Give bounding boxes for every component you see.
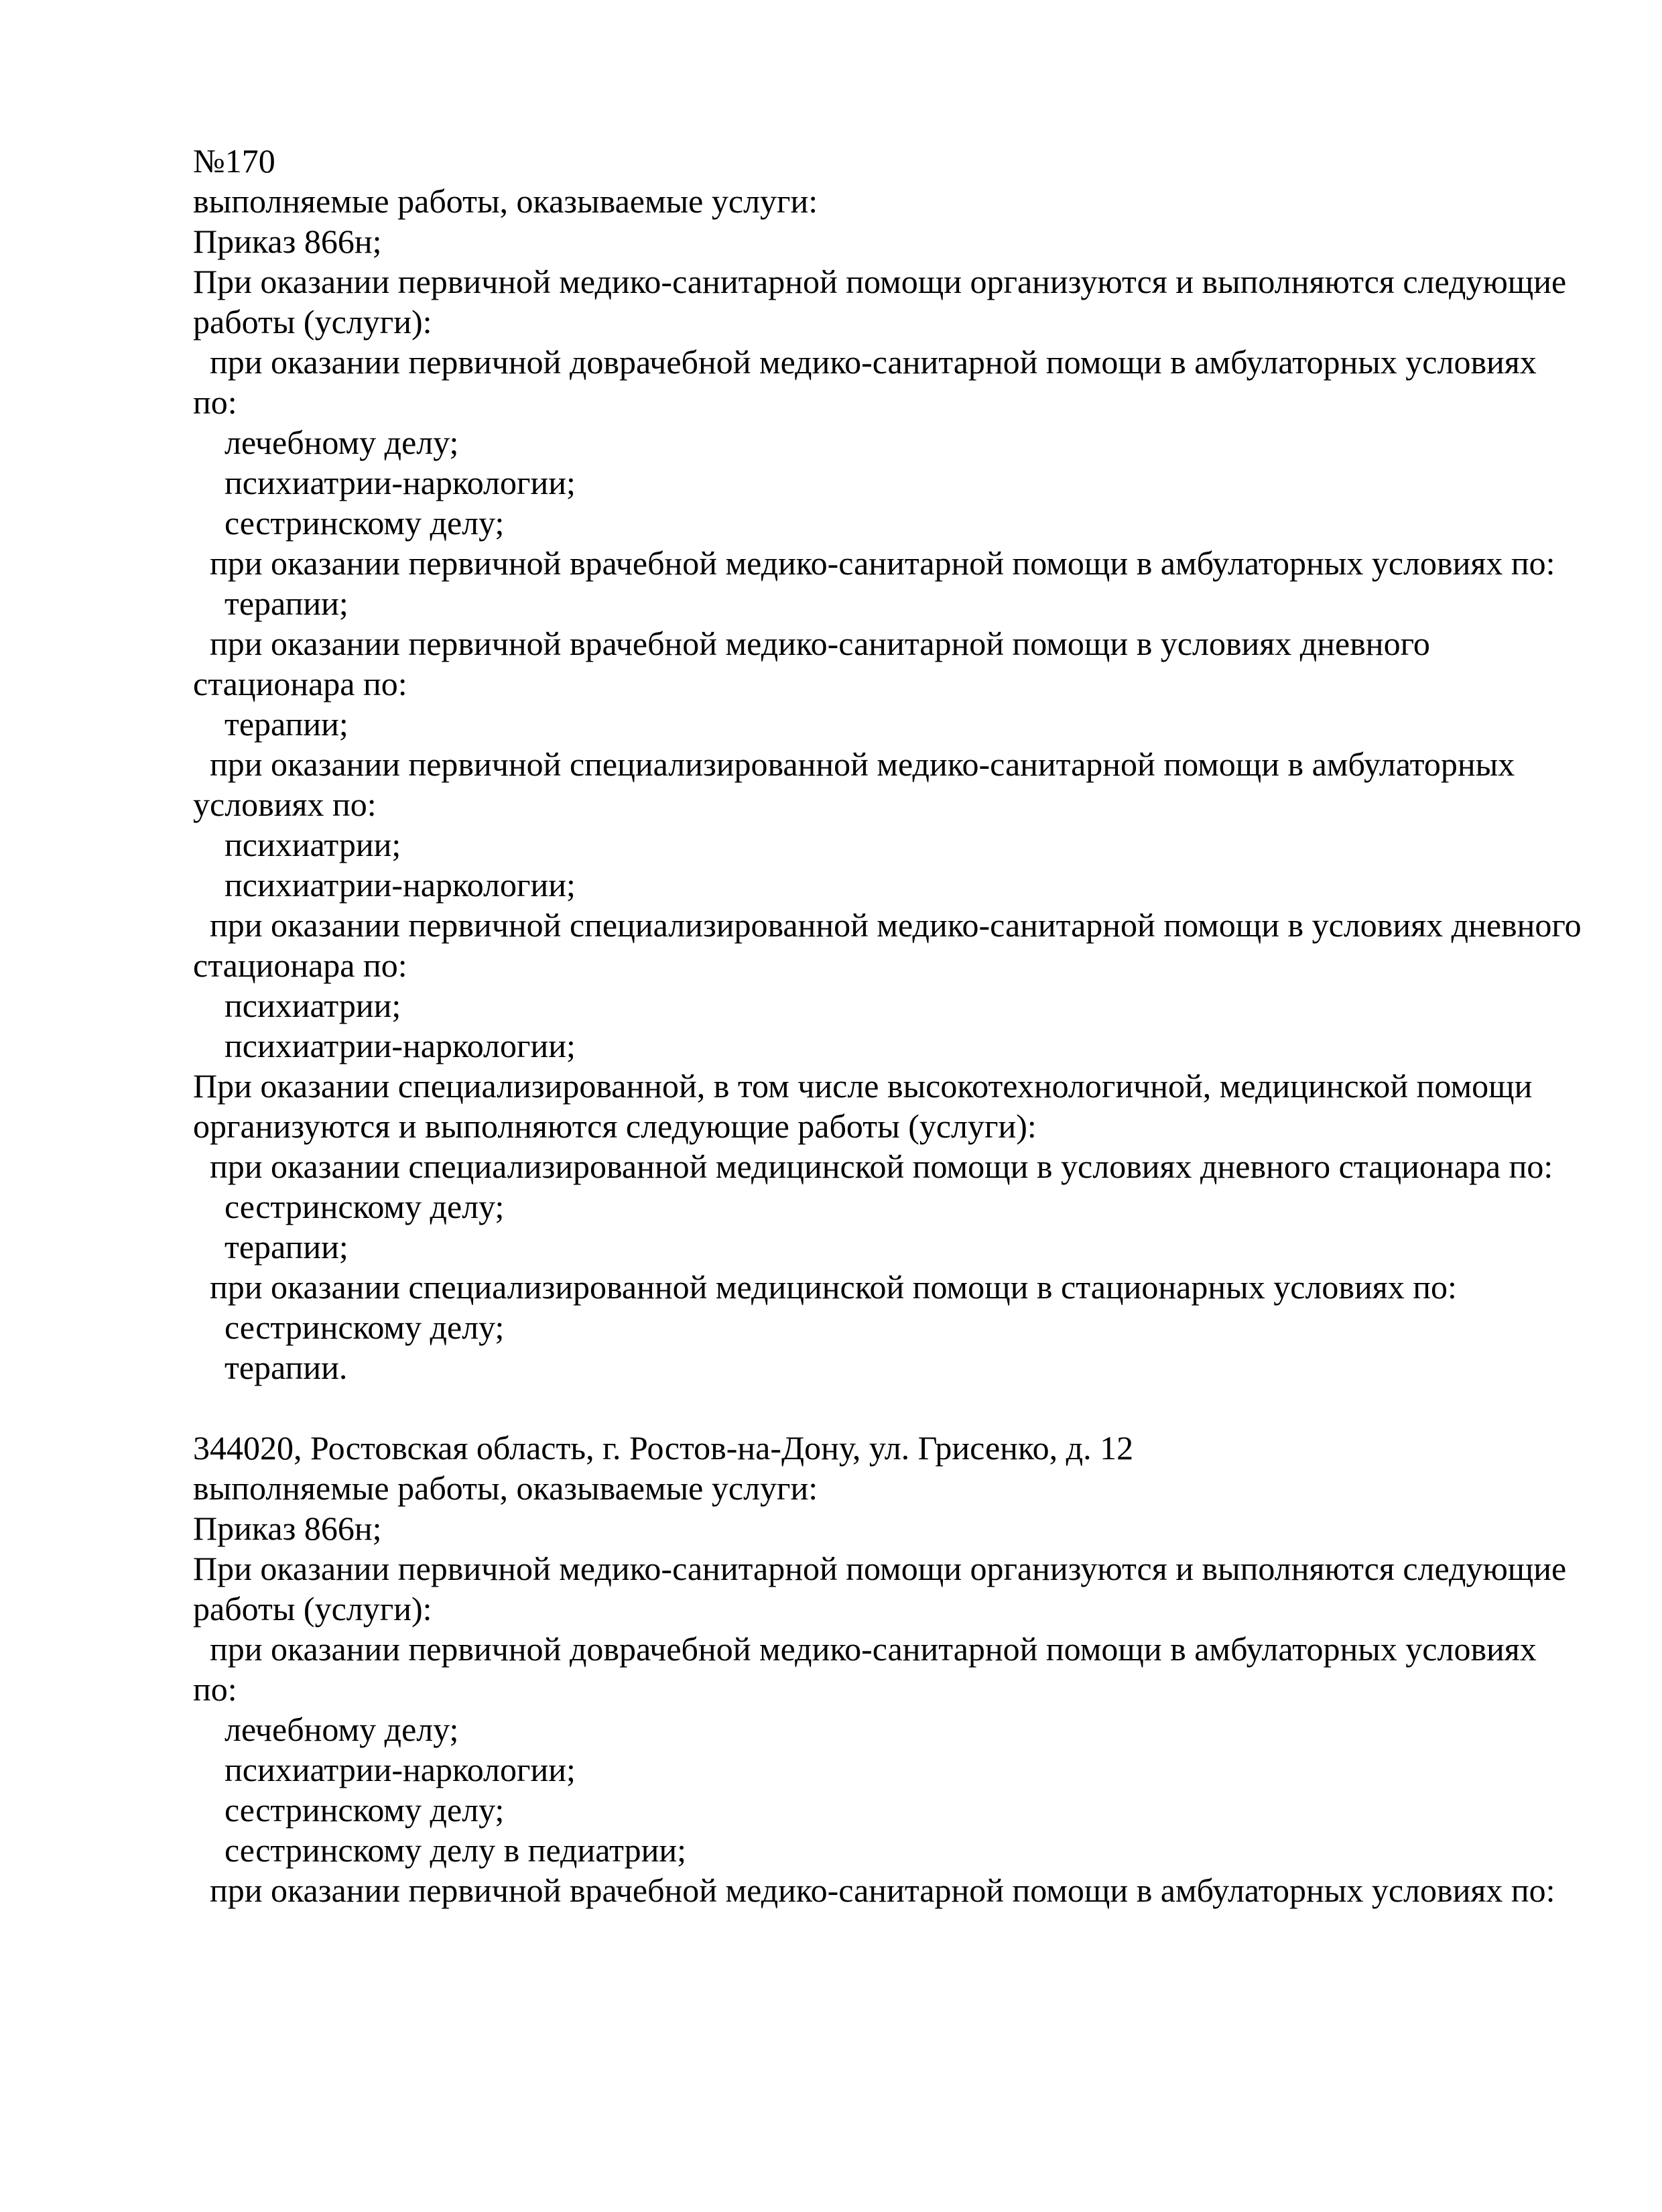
document-line: организуются и выполняются следующие работы (услуги): <box>193 1107 1037 1145</box>
document-line: 344020, Ростовская область, г. Ростов-на-Дону, ул. Грисенко, д. 12 <box>193 1429 1134 1467</box>
document-line: по: <box>193 1670 237 1708</box>
document-line: при оказании первичной доврачебной медико-санитарной помощи в амбулаторных условиях <box>210 1630 1537 1668</box>
document-line: психиатрии-наркологии; <box>225 1027 576 1064</box>
document-line: при оказании первичной специализированной медико-санитарной помощи в амбулаторных <box>210 745 1515 783</box>
document-line: условиях по: <box>193 786 377 823</box>
document-line: сестринскому делу; <box>225 1791 505 1829</box>
document-line: сестринскому делу в педиатрии; <box>225 1831 686 1869</box>
document-line: лечебному делу; <box>225 1711 459 1748</box>
document-line: терапии; <box>225 585 348 622</box>
document-line: при оказании первичной доврачебной медико-санитарной помощи в амбулаторных условиях <box>210 343 1537 381</box>
document-line: сестринскому делу; <box>225 1188 505 1225</box>
document-line: лечебному делу; <box>225 424 459 461</box>
document-line: психиатрии-наркологии; <box>225 866 576 904</box>
section-works-services-2 <box>193 1428 1582 1910</box>
document-line: психиатрии-наркологии; <box>225 1751 576 1788</box>
document-line: стационара по: <box>193 946 407 984</box>
document-line: терапии; <box>225 1228 348 1266</box>
document-line: №170 <box>193 142 275 180</box>
document-line: Приказ 866н; <box>193 1510 382 1547</box>
document-line: выполняемые работы, оказываемые услуги: <box>193 182 818 220</box>
document-line: При оказании первичной медико-санитарной помощи организуются и выполняются следующие <box>193 1550 1567 1587</box>
document-line: Приказ 866н; <box>193 223 382 260</box>
document-line: терапии; <box>225 705 348 743</box>
document-line: При оказании первичной медико-санитарной помощи организуются и выполняются следующие <box>193 263 1567 300</box>
document-line: работы (услуги): <box>193 1590 432 1627</box>
document-line: При оказании специализированной, в том числе высокотехнологичной, медицинской помощи <box>193 1067 1533 1105</box>
document-line: при оказании первичной врачебной медико-санитарной помощи в амбулаторных условиях по: <box>210 1871 1555 1909</box>
document-line: работы (услуги): <box>193 303 432 341</box>
document-line: при оказании первичной специализированной медико-санитарной помощи в условиях дневного <box>210 906 1582 944</box>
document-line: терапии. <box>225 1349 348 1386</box>
document-line: сестринскому делу; <box>225 504 505 542</box>
document-line: психиатрии; <box>225 987 401 1024</box>
document-content <box>193 141 1582 1910</box>
document-line: по: <box>193 383 237 421</box>
document-line: при оказании специализированной медицинской помощи в условиях дневного стационара по: <box>210 1148 1553 1185</box>
document-line: при оказании первичной врачебной медико-санитарной помощи в условиях дневного <box>210 625 1430 662</box>
document-line: выполняемые работы, оказываемые услуги: <box>193 1469 818 1507</box>
document-line: психиатрии; <box>225 826 401 863</box>
document-line: при оказании специализированной медицинской помощи в стационарных условиях по: <box>210 1268 1457 1306</box>
section-works-services-1 <box>193 141 1582 1388</box>
document-line: при оказании первичной врачебной медико-санитарной помощи в амбулаторных условиях по: <box>210 544 1555 582</box>
document-line: сестринскому делу; <box>225 1308 505 1346</box>
document-line: психиатрии-наркологии; <box>225 464 576 501</box>
document-line: стационара по: <box>193 665 407 702</box>
